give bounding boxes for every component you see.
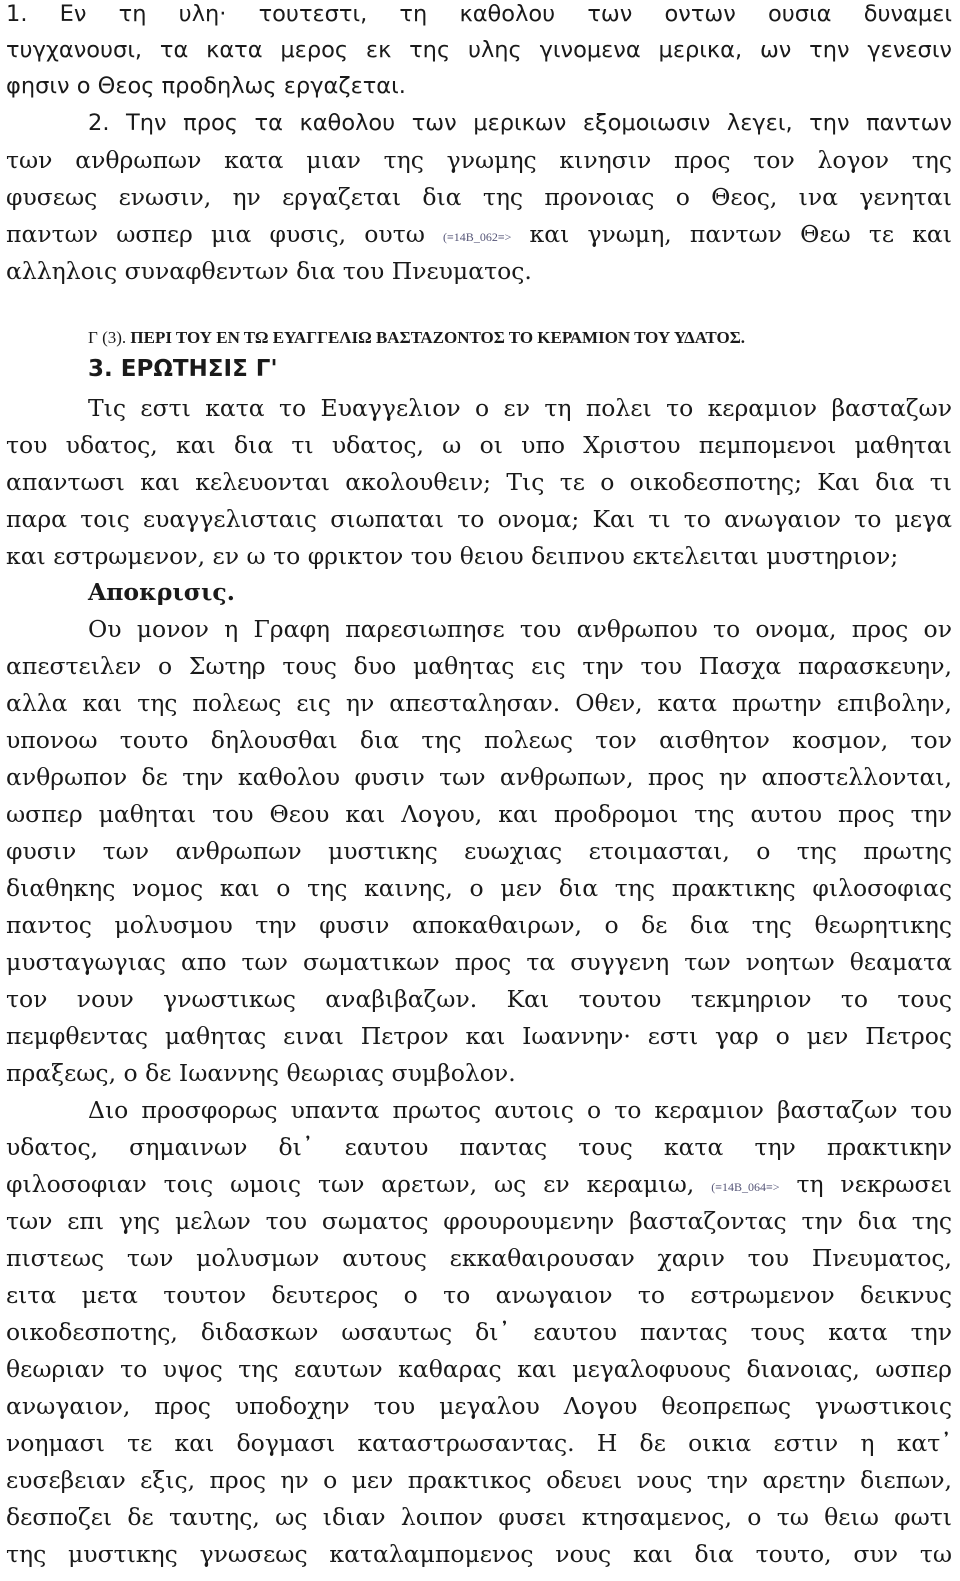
- text-line: ειτα μετα τουτον δευτερος ο το ανωγαιον το εστρωμενον δεικνυς: [6, 1281, 952, 1309]
- text-line: φυσεως ενωσιν, ην εργαζεται δια της προνοιας ο Θεος, ινα γενηται: [6, 183, 952, 211]
- text-line: δεσποζει δε ταυτης, ως ιδιαν λοιπον φυσει κτησαμενος, ο τω θειω φωτι: [6, 1503, 952, 1531]
- text-line: τον νουν γνωστικως αναβιβαζων. Και τουτου τεκμηριον το τους: [6, 985, 952, 1013]
- page-reference-marker: (≡14B_062≡>: [443, 230, 512, 244]
- text-line: νοημασι τε και δογμασι καταστρωσαντας. Η δε οικια εστιν η κατ᾽: [6, 1429, 952, 1457]
- text-line: υδατος, σημαινων δι᾽ εαυτου παντας τους κατα την πρακτικην: [6, 1133, 952, 1161]
- text-line: της μυστικης γνωσεως καταλαμπομενος νους και δια τουτο, συν τω: [6, 1540, 952, 1568]
- text-line: πεμφθεντας μαθητας ειναι Πετρον και Ιωαννην· εστι γαρ ο μεν Πετρος: [6, 1022, 952, 1050]
- text-line: απαντωσι και κελευονται ακολουθειν; Τις τε ο οικοδεσποτης; Και δια τι: [6, 468, 952, 496]
- text-line: πιστεως των μολυσμων αυτους εκκαθαιρουσαν χαριν του Πνευματος,: [6, 1244, 952, 1272]
- page-reference-marker: (≡14B_064≡>: [711, 1180, 780, 1194]
- text-line: αλληλοις συναφθεντων δια του Πνευματος.: [6, 257, 532, 285]
- section-title: ΠΕΡΙ ΤΟΥ ΕΝ ΤΩ ΕΥΑΓΓΕΛΙΩ ΒΑΣΤΑΖΟΝΤΟΣ ΤΟ ΚΕΡΑΜΙΟΝ ΤΟΥ ΥΔΑΤΟΣ.: [130, 328, 746, 347]
- text-line: και εστρωμενον, εν ω το φρικτον του θειου δειπνου εκτελειται μυστηριον;: [6, 542, 899, 570]
- text-segment: φιλοσοφιαν τοις ωμοις των αρετων, ως εν κεραμιω,: [6, 1170, 695, 1198]
- text-line: μυσταγωγιας απο των σωματικων προς τα συγγενη των νοητων θεαματα: [6, 948, 952, 976]
- text-line: ωσπερ μαθηται του Θεου και Λογου, και προδρομοι της αυτου προς την: [6, 800, 952, 828]
- question-heading: 3. ΕΡΩΤΗΣΙΣ Γ': [88, 356, 278, 382]
- text-line-with-ref: [6, 215, 952, 253]
- text-line: αλλα και της πολεως εις ην απεσταλησαν. Οθεν, κατα πρωτην επιβολην,: [6, 689, 952, 717]
- text-line: ευσεβειαν εξις, προς ην ο μεν πρακτικος οδευει νους την αρετην διεπων,: [6, 1466, 952, 1494]
- text-segment: και γνωμη, παντων Θεω τε και: [529, 220, 952, 248]
- text-line: Ου μονον η Γραφη παρεσιωπησε του ανθρωπου το ονομα, προς ον: [88, 615, 952, 643]
- text-line: φυσιν των ανθρωπων μυστικης ευωχιας ετοιμασται, ο της πρωτης: [6, 837, 952, 865]
- text-line: φησιν ο Θεος προδηλως εργαζεται.: [6, 73, 406, 99]
- text-line-with-ref: [6, 1165, 952, 1203]
- text-line: παντος μολυσμου την φυσιν αποκαθαιρων, ο δε δια της θεωρητικης: [6, 911, 952, 939]
- answer-heading: Αποκρισις.: [88, 578, 235, 606]
- text-line: των επι γης μελων του σωματος φρουρουμενην βασταζοντας την δια της: [6, 1207, 952, 1235]
- section-heading: [88, 325, 745, 351]
- text-line: απεστειλεν ο Σωτηρ τους δυο μαθητας εις την του Πασχα παρασκευην,: [6, 652, 952, 680]
- text-line: 1. Εν τη υλη· τουτεστι, τη καθολου των οντων ουσια δυναμει: [6, 1, 952, 27]
- text-line: ανθρωπον δε την καθολου φυσιν των ανθρωπων, προς ην αποστελλονται,: [6, 763, 952, 791]
- text-line: πραξεως, ο δε Ιωαννης θεωριας συμβολον.: [6, 1059, 516, 1087]
- text-segment: παντων ωσπερ μια φυσις, ουτω: [6, 220, 425, 248]
- text-line: του υδατος, και δια τι υδατος, ω οι υπο Χριστου πεμπομενοι μαθηται: [6, 431, 952, 459]
- text-line: διαθηκης νομος και ο της καινης, ο μεν δια της πρακτικης φιλοσοφιας: [6, 874, 952, 902]
- text-line: Τις εστι κατα το Ευαγγελιον ο εν τη πολει το κεραμιον βασταζων: [88, 394, 952, 422]
- text-line: παρα τοις ευαγγελισταις σιωπαται το ονομα; Και τι το ανωγαιον το μεγα: [6, 505, 952, 533]
- text-line: υπονοω τουτο δηλουσθαι δια της πολεως τον αισθητον κοσμον, τον: [6, 726, 952, 754]
- text-line: των ανθρωπων κατα μιαν της γνωμης κινησιν προς τον λογον της: [6, 146, 952, 174]
- text-line: Διο προσφορως υπαντα πρωτος αυτοις ο το κεραμιον βασταζων του: [88, 1096, 952, 1124]
- section-number: Γ (3).: [88, 328, 127, 347]
- text-segment: τη νεκρωσει: [796, 1170, 952, 1198]
- text-line: θεωριαν το υψος της εαυτων καθαρας και μεγαλοφυους διανοιας, ωσπερ: [6, 1355, 952, 1383]
- text-line: τυγχανουσι, τα κατα μερος εκ της υλης γινομενα μερικα, ων την γενεσιν: [6, 37, 952, 63]
- text-line: 2. Την προς τα καθολου των μερικων εξομοιωσιν λεγει, την παντων: [88, 110, 952, 136]
- text-line: ανωγαιον, προς υποδοχην του μεγαλου Λογου θεοπρεπως γνωστικοις: [6, 1392, 952, 1420]
- text-line: οικοδεσποτης, διδασκων ωσαυτως δι᾽ εαυτου παντας τους κατα την: [6, 1318, 952, 1346]
